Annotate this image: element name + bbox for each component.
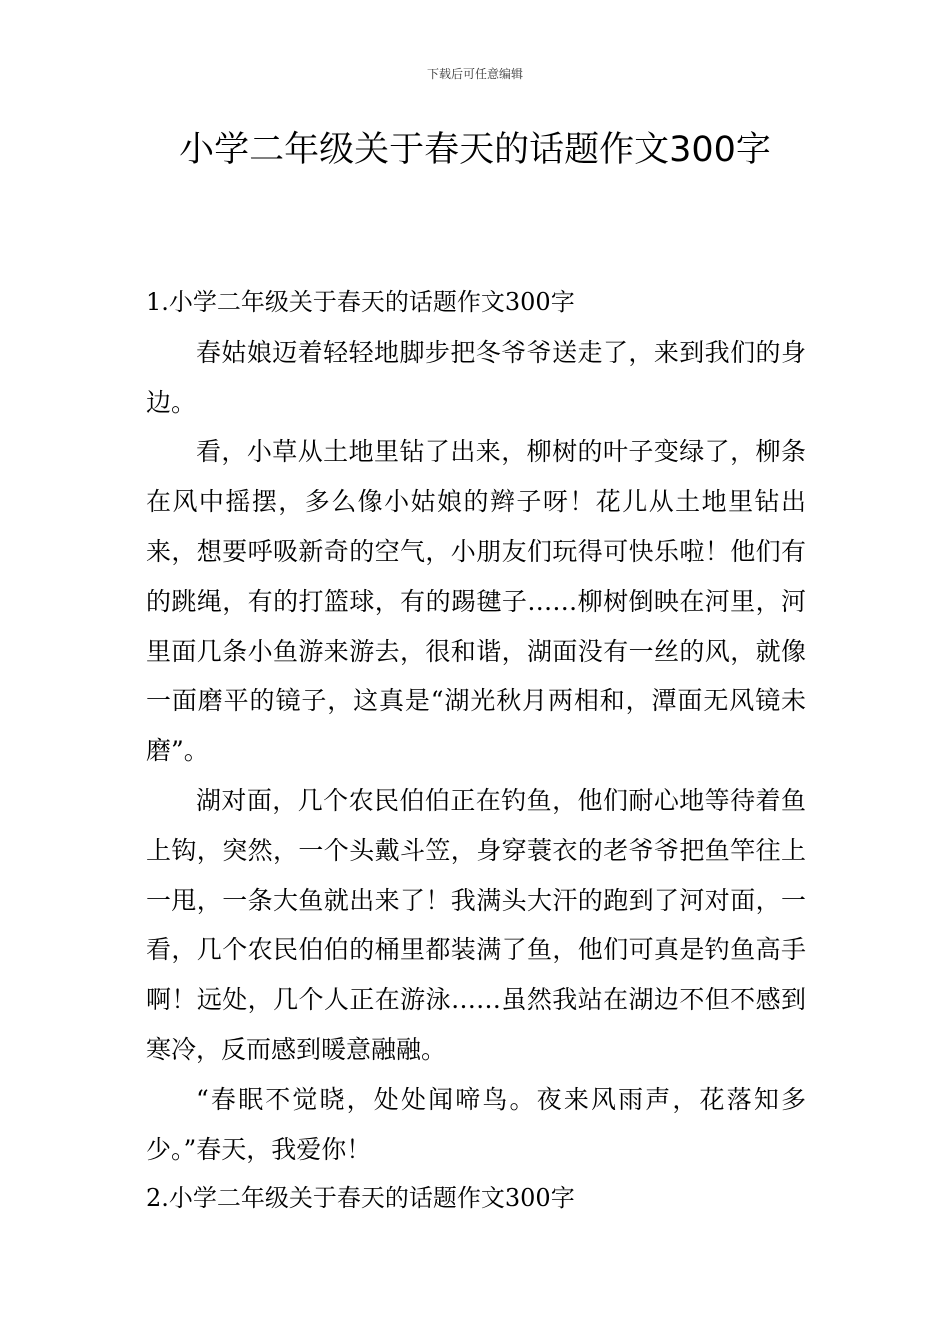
- paragraph-1-3: 湖对面，几个农民伯伯正在钓鱼，他们耐心地等待着鱼上钩，突然，一个头戴斗笠，身穿蓑衣的老爷爷把鱼竿往上一甩，一条大鱼就出来了！我满头大汗的跑到了河对面，一看，几个农民伯伯的桶里都装满了鱼，他们可真是钓鱼高手啊！远处，几个人正在游泳……虽然我站在湖边不但不感到寒冷，反而感到暖意融融。: [146, 785, 806, 1064]
- paragraph-1-2: 看，小草从土地里钻了出来，柳树的叶子变绿了，柳条在风中摇摆，多么像小姑娘的辫子呀！花儿从土地里钻出来，想要呼吸新奇的空气，小朋友们玩得可快乐啦！他们有的跳绳，有的打篮球，有的踢毽子……柳树倒映在河里，河里面几条小鱼游来游去，很和谐，湖面没有一丝的风，就像一面磨平的镜子，这真是“湖光秋月两相和，潭面无风镜未磨”。: [146, 437, 806, 766]
- paragraph-1-4: “春眠不觉晓，处处闻啼鸟。夜来风雨声，花落知多少。”春天，我爱你！: [146, 1084, 806, 1164]
- document-title: 小学二年级关于春天的话题作文300字: [179, 130, 771, 170]
- paragraph-1-1: 春姑娘迈着轻轻地脚步把冬爷爷送走了，来到我们的身边。: [146, 337, 806, 417]
- section-heading-2: 2.小学二年级关于春天的话题作文300字: [146, 1184, 575, 1213]
- header-note: 下载后可任意编辑: [426, 67, 523, 81]
- document-body: [146, 278, 806, 1224]
- section-heading-1: 1.小学二年级关于春天的话题作文300字: [146, 288, 575, 316]
